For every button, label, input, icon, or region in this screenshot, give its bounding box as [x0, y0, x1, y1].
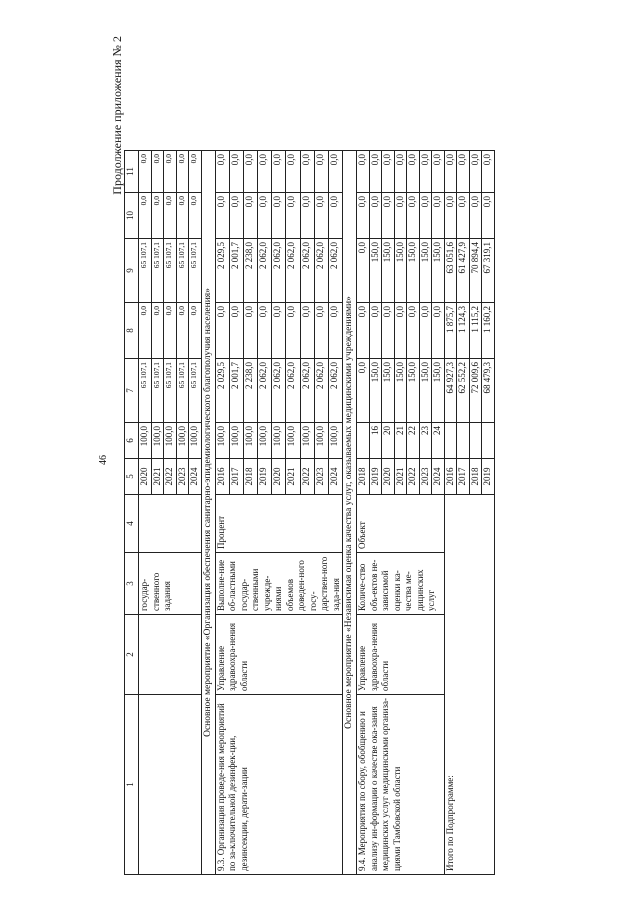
value-cell: 65 107,1 [164, 359, 177, 423]
value-cell: 20 [382, 423, 395, 459]
value-cell: 100,0 [189, 423, 202, 459]
col-num: 7 [125, 359, 139, 423]
value-cell: 0,0 [419, 193, 432, 239]
unit-cell: Процент [215, 495, 343, 553]
value-cell: 0,0 [357, 359, 370, 423]
budget-table [124, 150, 495, 875]
col-num: 5 [125, 459, 139, 495]
value-cell: 65 107,1 [164, 239, 177, 303]
continuation-header: Продолжение приложения № 2 [110, 36, 124, 195]
value-cell: 0,0 [469, 193, 482, 239]
value-cell: 150,0 [382, 239, 395, 303]
value-cell: 16 [369, 423, 382, 459]
year-cell: 2016 [215, 459, 229, 495]
value-cell: 24 [432, 423, 445, 459]
value-cell: 65 107,1 [151, 359, 164, 423]
col-num: 11 [125, 151, 139, 193]
value-cell: 150,0 [432, 239, 445, 303]
table-body [125, 151, 495, 875]
section-title: Основное мероприятие «Организация обеспечения санитарно-эпидемиологического благополучия населения» [201, 151, 215, 875]
year-cell: 2017 [457, 459, 470, 495]
value-cell: 0,0 [176, 151, 189, 193]
value-cell: 65 107,1 [139, 239, 152, 303]
col-num: 2 [125, 615, 139, 695]
value-cell: 100,0 [272, 423, 286, 459]
value-cell: 0,0 [243, 193, 257, 239]
value-cell: 2 238,0 [243, 239, 257, 303]
value-cell: 2 062,0 [300, 239, 314, 303]
year-cell: 2019 [482, 459, 495, 495]
value-cell: 0,0 [382, 303, 395, 359]
col-num: 8 [125, 303, 139, 359]
year-cell: 2021 [151, 459, 164, 495]
value-cell: 0,0 [314, 303, 328, 359]
executor-cell: Управление здравоохра-нения области [357, 615, 445, 695]
value-cell: 0,0 [272, 151, 286, 193]
year-cell: 2020 [382, 459, 395, 495]
value-cell: 0,0 [457, 193, 470, 239]
value-cell: 0,0 [432, 151, 445, 193]
value-cell: 0,0 [482, 193, 495, 239]
value-cell: 67 319,1 [482, 239, 495, 303]
col-num: 9 [125, 239, 139, 303]
value-cell: 68 479,3 [482, 359, 495, 423]
value-cell: 62 552,2 [457, 359, 470, 423]
value-cell: 0,0 [139, 151, 152, 193]
value-cell: 0,0 [151, 193, 164, 239]
value-cell: 0,0 [328, 151, 342, 193]
col-num: 3 [125, 553, 139, 615]
value-cell: 65 107,1 [139, 359, 152, 423]
value-cell: 0,0 [300, 151, 314, 193]
value-cell: 2 029,5 [215, 239, 229, 303]
value-cell: 0,0 [394, 303, 407, 359]
value-cell: 0,0 [286, 193, 300, 239]
year-cell: 2024 [328, 459, 342, 495]
indicator-cell: государ-ственного задания [139, 553, 202, 615]
value-cell: 150,0 [419, 359, 432, 423]
value-cell: 65 107,1 [176, 239, 189, 303]
value-cell: 2 062,0 [272, 359, 286, 423]
value-cell: 0,0 [432, 303, 445, 359]
value-cell: 150,0 [394, 239, 407, 303]
value-cell: 0,0 [369, 151, 382, 193]
continued-cell [139, 695, 202, 875]
value-cell: 0,0 [369, 303, 382, 359]
year-cell: 2020 [272, 459, 286, 495]
page-number: 46 [98, 455, 109, 465]
value-cell: 100,0 [229, 423, 243, 459]
value-cell: 2 062,0 [328, 239, 342, 303]
year-cell: 2023 [314, 459, 328, 495]
value-cell: 23 [419, 423, 432, 459]
value-cell: 1 160,2 [482, 303, 495, 359]
value-cell: 0,0 [258, 151, 272, 193]
value-cell: 0,0 [369, 193, 382, 239]
value-cell: 2 062,0 [286, 359, 300, 423]
unit-cell: Объект [357, 495, 445, 553]
value-cell: 2 062,0 [314, 359, 328, 423]
value-cell: 70 894,4 [469, 239, 482, 303]
value-cell: 0,0 [139, 303, 152, 359]
value-cell: 0,0 [215, 303, 229, 359]
value-cell: 0,0 [272, 193, 286, 239]
unit-cell [139, 495, 202, 553]
year-cell: 2024 [189, 459, 202, 495]
value-cell: 2 062,0 [258, 239, 272, 303]
year-cell: 2021 [394, 459, 407, 495]
value-cell: 2 062,0 [286, 239, 300, 303]
value-cell: 100,0 [176, 423, 189, 459]
total-row [444, 151, 457, 875]
value-cell: 100,0 [314, 423, 328, 459]
value-cell: 150,0 [407, 239, 420, 303]
value-cell: 150,0 [394, 359, 407, 423]
value-cell: 1 875,7 [444, 303, 457, 359]
value-cell: 0,0 [189, 303, 202, 359]
value-cell: 0,0 [164, 303, 177, 359]
value-cell: 0,0 [482, 151, 495, 193]
value-cell: 150,0 [432, 359, 445, 423]
executor-cell: Управление здравоохра-нения области [215, 615, 343, 695]
value-cell: 2 029,5 [215, 359, 229, 423]
col-num: 10 [125, 193, 139, 239]
value-cell: 0,0 [314, 151, 328, 193]
col-num: 4 [125, 495, 139, 553]
value-cell: 2 062,0 [314, 239, 328, 303]
col-num: 1 [125, 695, 139, 875]
value-cell: 0,0 [394, 151, 407, 193]
value-cell: 150,0 [382, 359, 395, 423]
value-cell: 0,0 [229, 303, 243, 359]
value-cell: 2 238,0 [243, 359, 257, 423]
indicator-cell: Выполне-ние об-ластными государ-ственными учрежде-ниями объемов доведен-ного госу-дарствен-ного зада-ния [215, 553, 343, 615]
value-cell: 65 107,1 [189, 359, 202, 423]
rotated-page [92, 30, 612, 875]
value-cell: 1 115,2 [469, 303, 482, 359]
value-cell: 65 107,1 [151, 239, 164, 303]
col-num: 6 [125, 423, 139, 459]
value-cell: 0,0 [258, 303, 272, 359]
value-cell: 100,0 [258, 423, 272, 459]
value-cell: 0,0 [419, 303, 432, 359]
value-cell: 100,0 [164, 423, 177, 459]
value-cell: 0,0 [189, 193, 202, 239]
value-cell: 0,0 [151, 151, 164, 193]
year-cell: 2022 [300, 459, 314, 495]
year-cell: 2022 [164, 459, 177, 495]
table-row [139, 151, 152, 875]
value-cell: 0,0 [444, 193, 457, 239]
value-cell: 0,0 [243, 151, 257, 193]
value-cell: 0,0 [328, 303, 342, 359]
value-cell: 100,0 [300, 423, 314, 459]
year-cell: 2017 [229, 459, 243, 495]
total-label: Итого по Подпрограмме: [444, 495, 494, 875]
value-cell: 21 [394, 423, 407, 459]
value-cell: 0,0 [407, 303, 420, 359]
value-cell: 100,0 [328, 423, 342, 459]
value-cell: 0,0 [189, 151, 202, 193]
column-number-row [125, 151, 139, 875]
section-title-row [343, 151, 357, 875]
value-cell: 0,0 [419, 151, 432, 193]
year-cell: 2018 [243, 459, 257, 495]
value-cell: 0,0 [328, 193, 342, 239]
value-cell [444, 423, 457, 459]
value-cell [482, 423, 495, 459]
value-cell: 0,0 [286, 151, 300, 193]
value-cell: 0,0 [314, 193, 328, 239]
value-cell: 0,0 [357, 303, 370, 359]
value-cell: 150,0 [369, 359, 382, 423]
year-cell: 2021 [286, 459, 300, 495]
table-row [357, 151, 370, 875]
year-cell: 2019 [258, 459, 272, 495]
value-cell: 0,0 [407, 151, 420, 193]
value-cell: 22 [407, 423, 420, 459]
value-cell: 0,0 [382, 151, 395, 193]
value-cell: 0,0 [229, 193, 243, 239]
value-cell: 0,0 [394, 193, 407, 239]
value-cell: 100,0 [243, 423, 257, 459]
value-cell: 0,0 [176, 193, 189, 239]
value-cell: 65 107,1 [189, 239, 202, 303]
year-cell: 2024 [432, 459, 445, 495]
indicator-cell: Количе-ство объ-ектов не-зависимой оценки ка-чества ме-дицинских услуг [357, 553, 445, 615]
value-cell: 0,0 [444, 151, 457, 193]
value-cell: 0,0 [357, 193, 370, 239]
value-cell: 0,0 [469, 151, 482, 193]
activity-cell: 9.4. Мероприятия по сбору, обобщению и анализу ин-формации о качестве ока-зания медицинских услуг медицинскими организа-циями Тамбовской области [357, 695, 445, 875]
value-cell: 0,0 [176, 303, 189, 359]
activity-cell: 9.3. Организация проведе-ния мероприятий по за-ключительной дезинфек-ции, дезинсекции, дерати-зации [215, 695, 343, 875]
value-cell: 150,0 [407, 359, 420, 423]
value-cell: 65 107,1 [176, 359, 189, 423]
value-cell: 2 062,0 [272, 239, 286, 303]
table-row [215, 151, 229, 875]
value-cell: 0,0 [139, 193, 152, 239]
value-cell: 2 062,0 [258, 359, 272, 423]
value-cell: 100,0 [215, 423, 229, 459]
value-cell: 0,0 [258, 193, 272, 239]
value-cell: 0,0 [229, 151, 243, 193]
value-cell: 150,0 [369, 239, 382, 303]
value-cell: 2 062,0 [300, 359, 314, 423]
value-cell: 64 927,3 [444, 359, 457, 423]
value-cell: 0,0 [357, 239, 370, 303]
value-cell: 100,0 [151, 423, 164, 459]
year-cell: 2023 [176, 459, 189, 495]
value-cell: 0,0 [272, 303, 286, 359]
value-cell: 0,0 [432, 193, 445, 239]
value-cell: 150,0 [419, 239, 432, 303]
value-cell: 0,0 [300, 193, 314, 239]
value-cell: 0,0 [382, 193, 395, 239]
value-cell: 0,0 [300, 303, 314, 359]
value-cell: 0,0 [215, 193, 229, 239]
value-cell: 63 051,6 [444, 239, 457, 303]
year-cell: 2019 [369, 459, 382, 495]
year-cell: 2022 [407, 459, 420, 495]
value-cell: 0,0 [457, 151, 470, 193]
section-title: Основное мероприятие «Независимая оценка качества услуг, оказываемых медицинскими учреждениями» [343, 151, 357, 875]
value-cell: 0,0 [215, 151, 229, 193]
value-cell: 2 001,7 [229, 359, 243, 423]
value-cell: 0,0 [164, 193, 177, 239]
continued-cell [139, 615, 202, 695]
value-cell: 72 009,6 [469, 359, 482, 423]
value-cell: 0,0 [357, 151, 370, 193]
value-cell: 1 124,3 [457, 303, 470, 359]
year-cell: 2023 [419, 459, 432, 495]
year-cell: 2018 [357, 459, 370, 495]
value-cell [357, 423, 370, 459]
value-cell [469, 423, 482, 459]
value-cell: 0,0 [286, 303, 300, 359]
value-cell [457, 423, 470, 459]
value-cell: 2 062,0 [328, 359, 342, 423]
value-cell: 61 427,9 [457, 239, 470, 303]
section-title-row [201, 151, 215, 875]
year-cell: 2016 [444, 459, 457, 495]
year-cell: 2018 [469, 459, 482, 495]
value-cell: 0,0 [164, 151, 177, 193]
value-cell: 100,0 [139, 423, 152, 459]
value-cell: 0,0 [407, 193, 420, 239]
value-cell: 2 001,7 [229, 239, 243, 303]
value-cell: 0,0 [151, 303, 164, 359]
year-cell: 2020 [139, 459, 152, 495]
value-cell: 0,0 [243, 303, 257, 359]
value-cell: 100,0 [286, 423, 300, 459]
